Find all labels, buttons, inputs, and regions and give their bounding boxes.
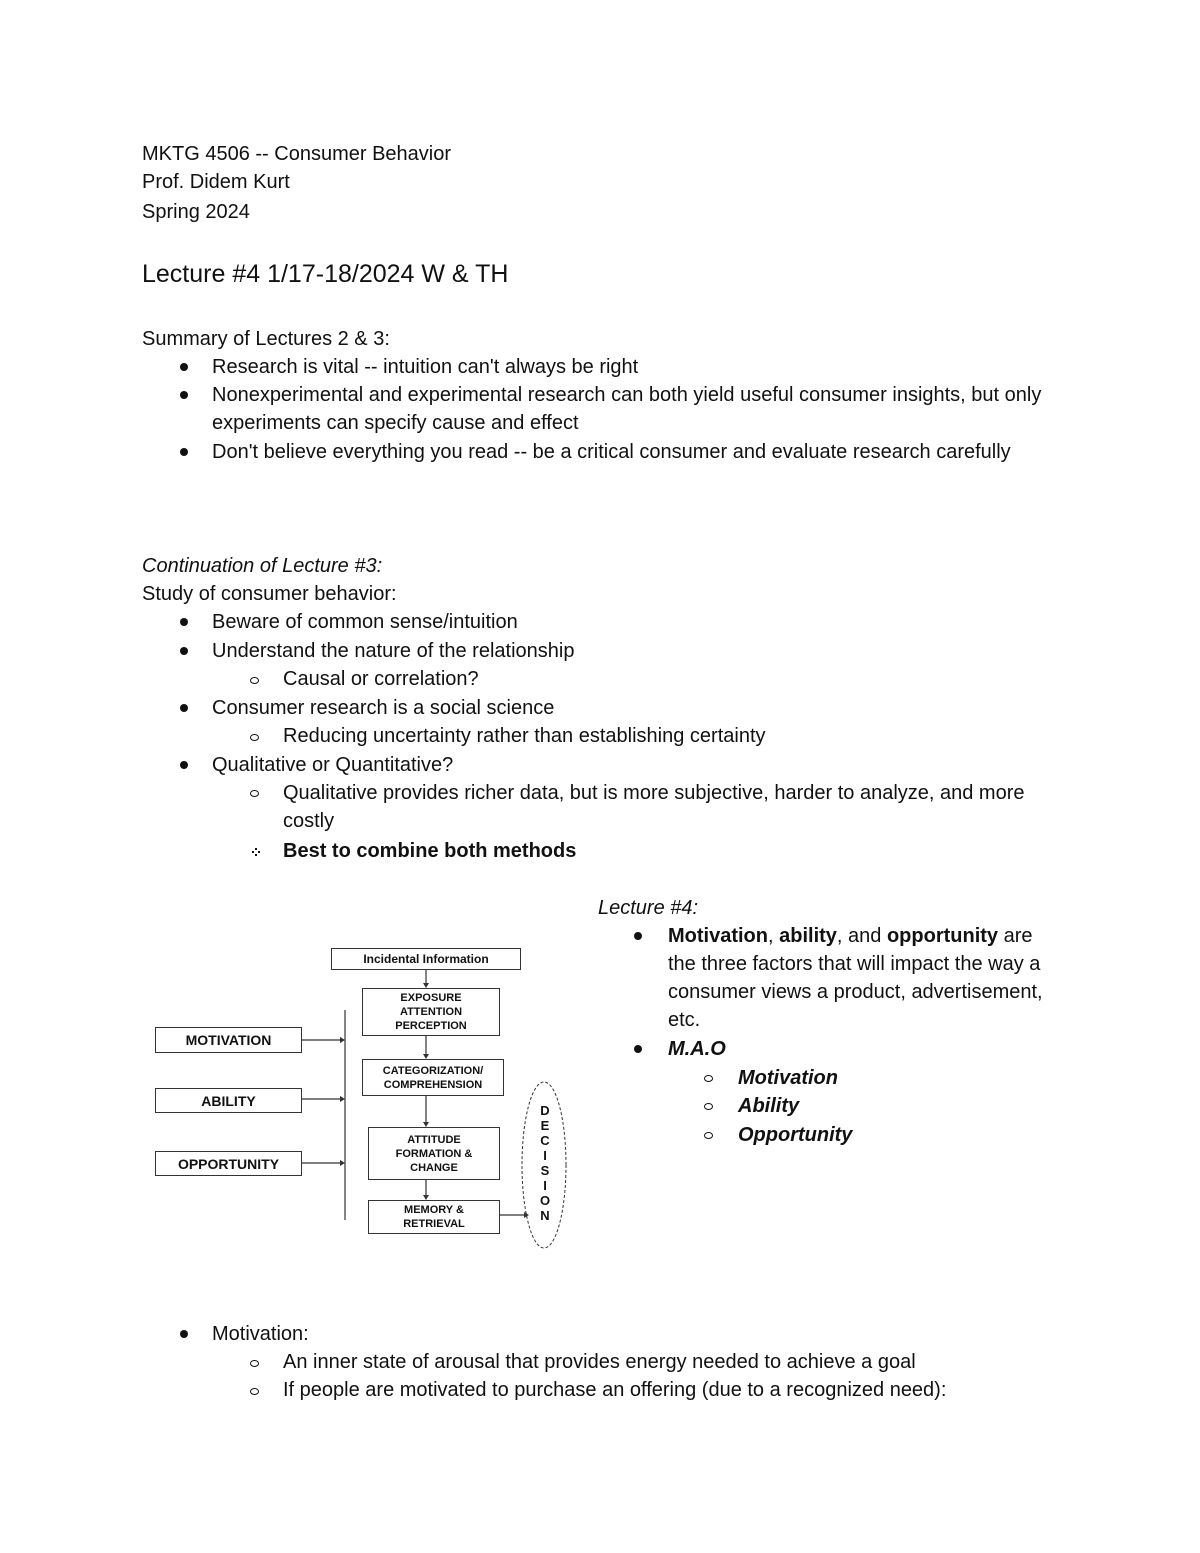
continuation-subheading: Study of consumer behavior: [142, 583, 397, 605]
stage-label: MEMORY & [404, 1204, 464, 1216]
comma-text: , [768, 925, 774, 947]
motivation-term: Motivation [668, 925, 768, 947]
mao-item: Opportunity [738, 1124, 853, 1146]
list-item: Consumer research is a social science [212, 697, 555, 719]
stage-label: CATEGORIZATION/ [382, 1064, 484, 1077]
motivation-label: Motivation: [212, 1323, 309, 1345]
lecture4-heading: Lecture #4: [598, 897, 699, 919]
list-item: Qualitative or Quantitative? [212, 754, 454, 776]
stage-label: FORMATION & [395, 1147, 473, 1160]
stage-label: ATTENTION [399, 1006, 463, 1018]
ability-box: ABILITY [155, 1088, 302, 1113]
attitude-stage-box [368, 1127, 500, 1180]
incidental-information-box: Incidental Information [331, 948, 521, 970]
list-item: If people are motivated to purchase an offering (due to a recognized need): [283, 1379, 947, 1401]
decision-letter: C [540, 1133, 550, 1148]
exposure-stage-box [362, 988, 500, 1036]
decision-letter: N [540, 1208, 550, 1223]
sub-bullet-circle [250, 1388, 259, 1395]
mao-item: Ability [738, 1095, 800, 1117]
decision-letter: I [543, 1178, 547, 1193]
term: Spring 2024 [142, 201, 250, 223]
motivation-box: MOTIVATION [155, 1027, 302, 1053]
bullet-dot [180, 1330, 188, 1338]
list-item-emphasis: Best to combine both methods [283, 840, 577, 862]
list-item: Reducing uncertainty rather than establishing certainty [283, 725, 766, 747]
list-item: Nonexperimental and experimental research can both yield useful consumer insights, but only experiments can specify cause and effect [212, 384, 1042, 434]
decision-letter: E [540, 1118, 550, 1133]
ability-term: ability [779, 925, 837, 947]
mao-description-rest: are the three factors that will impact the way a consumer views a product, advertisement, etc. [668, 925, 1043, 1031]
list-item: Understand the nature of the relationship [212, 640, 575, 662]
opportunity-term: opportunity [886, 925, 999, 947]
decision-letter: S [540, 1163, 550, 1178]
list-item: Causal or correlation? [283, 668, 479, 690]
list-item: Don't believe everything you read -- be a critical consumer and evaluate research carefully [212, 441, 1011, 463]
stage-label: CHANGE [410, 1161, 458, 1174]
summary-heading: Summary of Lectures 2 & 3: [142, 328, 390, 350]
opportunity-box: OPPORTUNITY [155, 1151, 302, 1176]
stage-label: EXPOSURE [400, 992, 462, 1004]
decision-letter: I [543, 1148, 547, 1163]
list-item: Qualitative provides richer data, but is more subjective, harder to analyze, and more costly [283, 782, 1025, 832]
sub-bullet-circle [704, 1103, 713, 1110]
decision-letter: D [540, 1103, 550, 1118]
and-text: , and [836, 925, 882, 947]
decision-letter: O [539, 1193, 551, 1208]
stage-label: COMPREHENSION [383, 1078, 483, 1091]
bullet-dot [634, 1045, 642, 1053]
memory-stage-box [368, 1200, 500, 1234]
lecture-title: Lecture #4 1/17-18/2024 W & TH [142, 260, 509, 288]
mao-item: Motivation [738, 1067, 838, 1089]
list-item: An inner state of arousal that provides energy needed to achieve a goal [283, 1351, 916, 1373]
stage-label: PERCEPTION [395, 1020, 467, 1032]
sub-bullet-circle [704, 1132, 713, 1139]
professor-name: Prof. Didem Kurt [142, 171, 290, 193]
continuation-heading: Continuation of Lecture #3: [142, 555, 383, 577]
list-item: Beware of common sense/intuition [212, 611, 518, 633]
mao-description [668, 922, 1058, 1034]
sub-bullet-circle [704, 1075, 713, 1082]
sub-bullet-circle [250, 1360, 259, 1367]
bullet-dot [634, 932, 642, 940]
course-title: MKTG 4506 -- Consumer Behavior [142, 143, 452, 165]
categorization-stage-box [362, 1059, 504, 1096]
list-item: Research is vital -- intuition can't always be right [212, 356, 639, 378]
stage-label: RETRIEVAL [403, 1218, 465, 1230]
stage-label: ATTITUDE [407, 1133, 461, 1146]
decision-label [535, 1103, 555, 1223]
mao-acronym: M.A.O [668, 1038, 726, 1060]
